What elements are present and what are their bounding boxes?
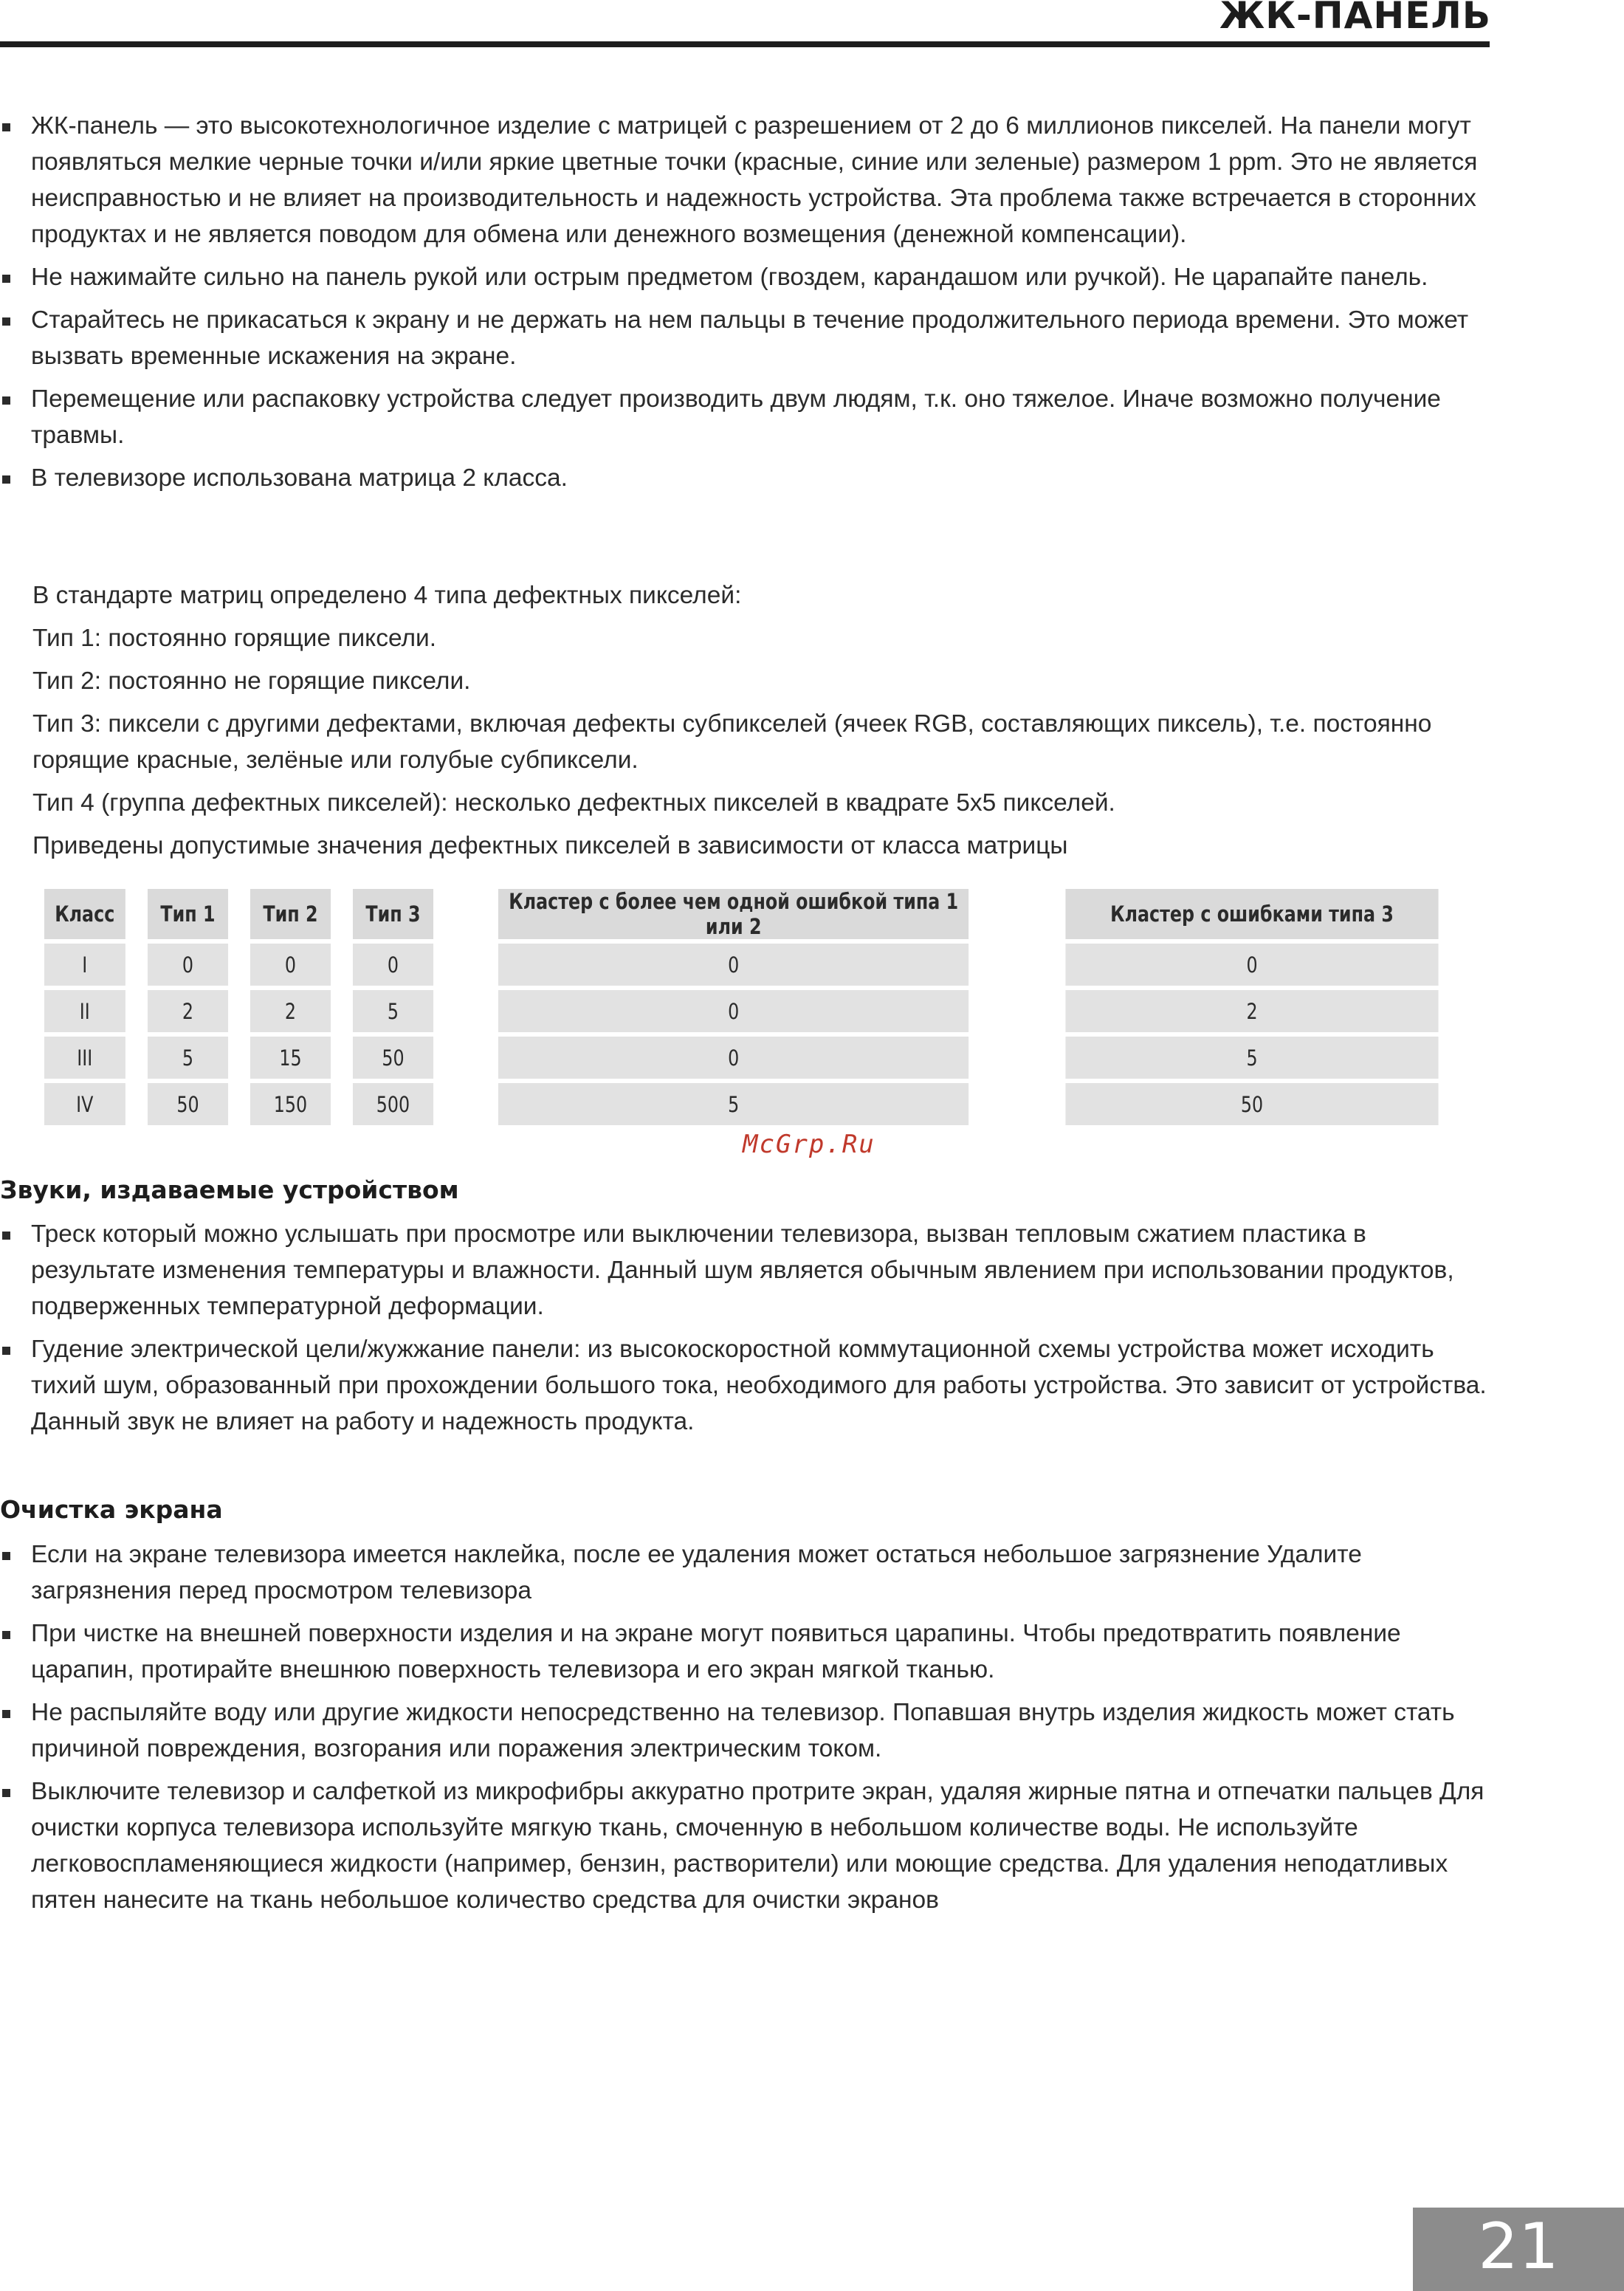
- list-item: Перемещение или распаковку устройства следует производить двум людям, т.к. оно тяжелое. Иначе возможно получение травмы.: [0, 381, 1490, 453]
- table-cell: 500: [352, 1083, 433, 1125]
- page-number-box: [1413, 2208, 1624, 2291]
- table-cell: I: [44, 944, 125, 986]
- cleaning-section-title: Очистка экрана: [0, 1495, 223, 1524]
- table-cell: II: [44, 990, 125, 1032]
- list-item: Старайтесь не прикасаться к экрану и не держать на нем пальцы в течение продолжительного периода времени. Это может вызвать временные искажения на экране.: [0, 302, 1490, 374]
- table-cell: 2: [147, 990, 227, 1032]
- column-header-cluster-3: Кластер с ошибками типа 3: [1065, 889, 1438, 939]
- table-cell: 0: [498, 990, 968, 1032]
- list-item: При чистке на внешней поверхности изделия и на экране могут появиться царапины. Чтобы предотвратить появление царапин, протирайте внешнюю поверхность телевизора и его экран мягкой тканью.: [0, 1615, 1490, 1688]
- table-cell: 5: [498, 1083, 968, 1125]
- table-row: [35, 1037, 1479, 1079]
- table-header-row: [35, 889, 1479, 939]
- list-item: Не распыляйте воду или другие жидкости непосредственно на телевизор. Попавшая внутрь изделия жидкость может стать причиной повреждения, возгорания или поражения электрическим током.: [0, 1694, 1490, 1767]
- table-row: [35, 1083, 1479, 1125]
- defect-pixel-table: [31, 885, 1484, 1130]
- list-item: ЖК-панель — это высокотехнологичное изделие с матрицей с разрешением от 2 до 6 миллионов пикселей. На панели могут появляться мелкие черные точки и/или яркие цветные точки (красные, синие или зеленые) размером 1 ppm. Это не является неисправностью и не влияет на производительность и надежность устройства. Эта проблема также встречается в сторонних продуктах и не является поводом для обмена или денежного возмещения (денежной компенсации).: [0, 108, 1490, 253]
- list-item: Выключите телевизор и салфеткой из микрофибры аккуратно протрите экран, удаляя жирные пятна и отпечатки пальцев Для очистки корпуса телевизора используйте мягкую ткань, смоченную в небольшом количестве воды. Не используйте легковоспламеняющиеся жидкости (например, бензин, растворители) или моющие средства. Для удаления неподатливых пятен нанесите на ткань небольшое количество средства для очистки экранов: [0, 1773, 1490, 1918]
- list-item: Не нажимайте сильно на панель рукой или острым предметом (гвоздем, карандашом или ручкой). Не царапайте панель.: [0, 259, 1490, 295]
- watermark-link[interactable]: McGrp.Ru: [743, 1130, 875, 1159]
- column-header-type2: Тип 2: [250, 889, 330, 939]
- paragraph: В стандарте матриц определено 4 типа дефектных пикселей:: [32, 582, 742, 609]
- table-cell: 50: [352, 1037, 433, 1079]
- sounds-bullet-list: [0, 1216, 1490, 1446]
- paragraph: Приведены допустимые значения дефектных пикселей в зависимости от класса матрицы: [32, 832, 1068, 859]
- table-cell: 150: [250, 1083, 330, 1125]
- column-header-type3: Тип 3: [352, 889, 433, 939]
- cleaning-bullet-list: [0, 1536, 1490, 1925]
- table-row: [35, 990, 1479, 1032]
- table-cell: 5: [147, 1037, 227, 1079]
- list-item: Если на экране телевизора имеется наклейка, после ее удаления может остаться небольшое загрязнение Удалите загрязнения перед просмотром телевизора: [0, 1536, 1490, 1609]
- table-cell: 5: [1065, 1037, 1438, 1079]
- table-cell: 0: [250, 944, 330, 986]
- list-item: В телевизоре использована матрица 2 класса.: [0, 460, 1490, 496]
- column-header-type1: Тип 1: [147, 889, 227, 939]
- column-header-cluster-1-2: Кластер с более чем одной ошибкой типа 1 или 2: [498, 889, 968, 939]
- paragraph: Тип 3: пиксели с другими дефектами, включая дефекты субпикселей (ячеек RGB, составляющих пиксель), т.е. постоянно горящие красные, зелёные или голубые субпиксели.: [32, 710, 1432, 774]
- table-cell: 15: [250, 1037, 330, 1079]
- paragraph: Тип 4 (группа дефектных пикселей): несколько дефектных пикселей в квадрате 5х5 пикселей.: [32, 789, 1115, 817]
- column-header-class: Класс: [44, 889, 125, 939]
- table-cell: 2: [1065, 990, 1438, 1032]
- paragraph: Тип 1: постоянно горящие пиксели.: [32, 625, 437, 652]
- sounds-section-title: Звуки, издаваемые устройством: [0, 1175, 459, 1204]
- page-number: 21: [1478, 2210, 1559, 2284]
- table-cell: 0: [1065, 944, 1438, 986]
- list-item: Гудение электрической цели/жужжание панели: из высокоскоростной коммутационной схемы устройства может исходить тихий шум, образованный при прохождении большого тока, необходимого для работы устройства. Это зависит от устройства. Данный звук не влияет на работу и надежность продукта.: [0, 1331, 1490, 1440]
- table-cell: 0: [498, 1037, 968, 1079]
- table-cell: 50: [147, 1083, 227, 1125]
- list-item: Треск который можно услышать при просмотре или выключении телевизора, вызван тепловым сжатием пластика в результате изменения температуры и влажности. Данный шум является обычным явлением при использовании продуктов, подверженных температурной деформации.: [0, 1216, 1490, 1325]
- page-header-title: ЖК-ПАНЕЛЬ: [1219, 0, 1491, 37]
- table-cell: 50: [1065, 1083, 1438, 1125]
- table-cell: 0: [147, 944, 227, 986]
- table-cell: III: [44, 1037, 125, 1079]
- defect-types-description: [32, 577, 1487, 870]
- lcd-bullet-list: [0, 108, 1490, 503]
- table-cell: 2: [250, 990, 330, 1032]
- table-cell: 0: [352, 944, 433, 986]
- header-divider: [0, 41, 1490, 47]
- table-cell: 0: [498, 944, 968, 986]
- table-cell: IV: [44, 1083, 125, 1125]
- paragraph: Тип 2: постоянно не горящие пиксели.: [32, 667, 471, 695]
- table-cell: 5: [352, 990, 433, 1032]
- table-row: [35, 944, 1479, 986]
